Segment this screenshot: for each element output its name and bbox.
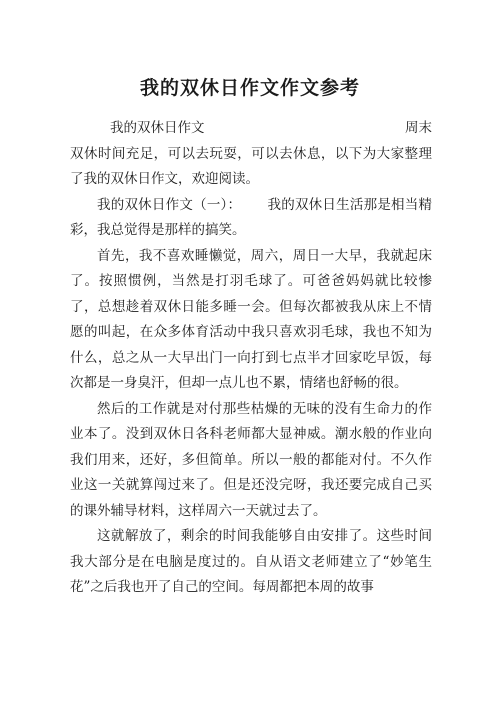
intro-left: 我的双休日作文 (110, 120, 205, 136)
document-body (70, 116, 432, 601)
paragraph-1: 我的双休日生活那是相当精彩，我总觉得是那样的搞笑。 (70, 196, 433, 238)
paragraph-3: 然后的工作就是对付那些枯燥的无味的没有生命力的作业本了。没到双休日各科老师都大显神威。潮水般的作业向我们用来，还好，多但简单。所以一般的都能对付。不久作业这一关就算闯过来了。但是还没完呀，我还要完成自己买的课外辅导材料，这样周六一天就过去了。 (70, 400, 432, 519)
paragraph-4: 这就解放了，剩余的时间我能够自由安排了。这些时间我大部分是在电脑是度过的。自从语文老师建立了“妙笔生花”之后我也开了自己的空间。每周都把本周的故事 (70, 528, 432, 595)
intro-line (70, 116, 432, 142)
intro-paragraph: 双休时间充足，可以去玩耍，可以去休息，以下为大家整理了我的双休日作文，欢迎阅读。 (70, 145, 432, 187)
section-heading: 我的双休日作文（一）： (97, 196, 242, 213)
section-paragraph-1 (70, 193, 432, 244)
document-title: 我的双休日作文作文参考 (139, 77, 360, 99)
intro-right: 周末 (405, 120, 432, 136)
paragraph-2: 首先，我不喜欢睡懒觉，周六，周日一大早，我就起床了。按照惯例，当然是打羽毛球了。可爸爸妈妈就比较惨了，总想趁着双休日能多睡一会。但每次都被我从床上不情愿的叫起，在众多体育活动中我只喜欢羽毛球，我也不知为什么，总之从一大早出门一向打到七点半才回家吃早饭，每次都是一身臭汗，但却一点儿也不累，情绪也舒畅的很。 (70, 247, 432, 391)
